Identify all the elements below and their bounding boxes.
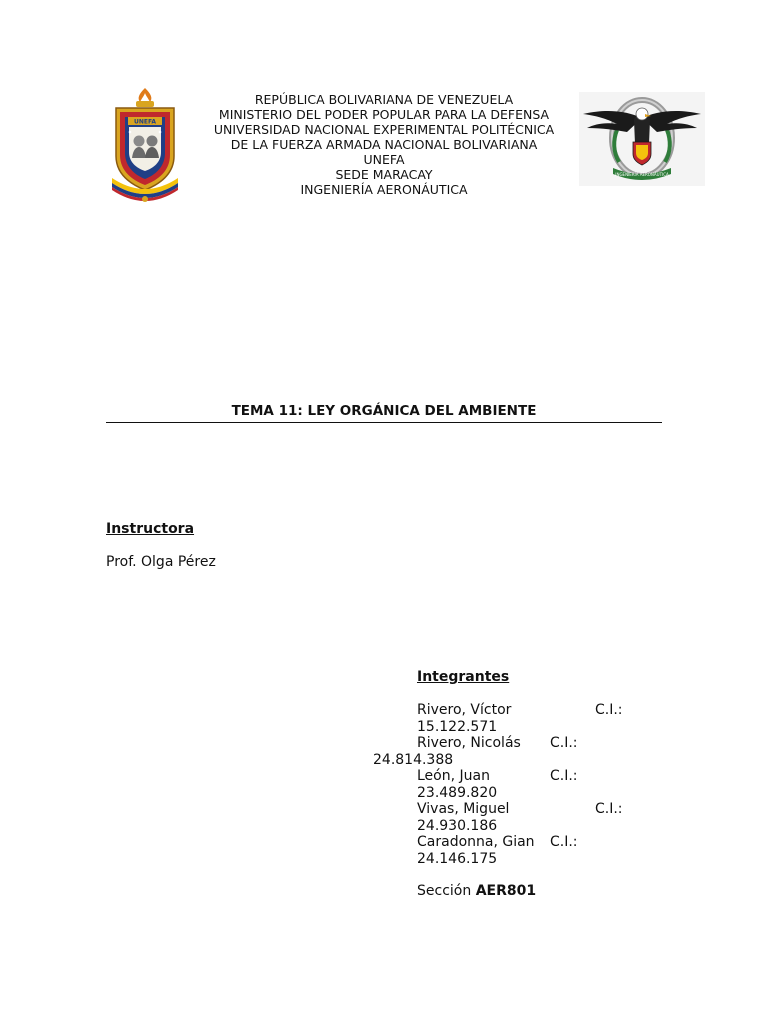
member-name: León, Juan: [417, 768, 490, 784]
list-item: [0, 834, 768, 867]
member-name: Vivas, Miguel: [417, 801, 510, 817]
ci-label: C.I.:: [595, 801, 623, 817]
list-item: [0, 735, 768, 768]
emblem-banner-text: INGENIERÍA AERONÁUTICA: [615, 172, 669, 177]
unefa-crest-icon: [108, 86, 182, 204]
list-item: [0, 702, 768, 735]
ci-label: C.I.:: [550, 768, 578, 784]
header-line-campus: SEDE MARACAY: [335, 167, 433, 182]
member-ci-number: 24.146.175: [417, 850, 498, 867]
list-item: [0, 768, 768, 801]
member-ci-number: 23.489.820: [417, 784, 498, 801]
ci-label: C.I.:: [550, 735, 578, 751]
header-line-armed-force: DE LA FUERZA ARMADA NACIONAL BOLIVARIANA: [230, 137, 538, 152]
header-line-program: INGENIERÍA AERONÁUTICA: [300, 182, 468, 197]
section-line: [417, 883, 536, 899]
document-title: TEMA 11: LEY ORGÁNICA DEL AMBIENTE: [106, 403, 662, 423]
member-ci-number: 24.814.388: [373, 751, 454, 768]
member-ci-number: 15.122.571: [417, 718, 498, 735]
header-line-university: UNIVERSIDAD NACIONAL EXPERIMENTAL POLITÉCNICA: [213, 122, 555, 137]
eagle-emblem-icon: [579, 92, 705, 186]
header-line-ministry: MINISTERIO DEL PODER POPULAR PARA LA DEFENSA: [218, 107, 550, 122]
instructor-heading: Instructora: [106, 521, 195, 537]
member-name: Rivero, Nicolás: [417, 735, 521, 751]
section-code: AER801: [475, 883, 537, 899]
ci-label: C.I.:: [550, 834, 578, 850]
institution-header: [194, 92, 574, 197]
ci-label: C.I.:: [595, 702, 623, 718]
instructor-name: Prof. Olga Pérez: [106, 554, 216, 570]
members-heading: Integrantes: [417, 669, 510, 685]
section-label: Sección: [417, 883, 472, 899]
header-line-acronym: UNEFA: [363, 152, 405, 167]
member-name: Rivero, Víctor: [417, 702, 512, 718]
list-item: [0, 801, 768, 834]
crest-banner-text: UNEFA: [133, 118, 157, 126]
member-name: Caradonna, Gian: [417, 834, 535, 850]
header-line-republic: REPÚBLICA BOLIVARIANA DE VENEZUELA: [254, 92, 514, 107]
members-list: [0, 702, 768, 867]
member-ci-number: 24.930.186: [417, 817, 498, 834]
